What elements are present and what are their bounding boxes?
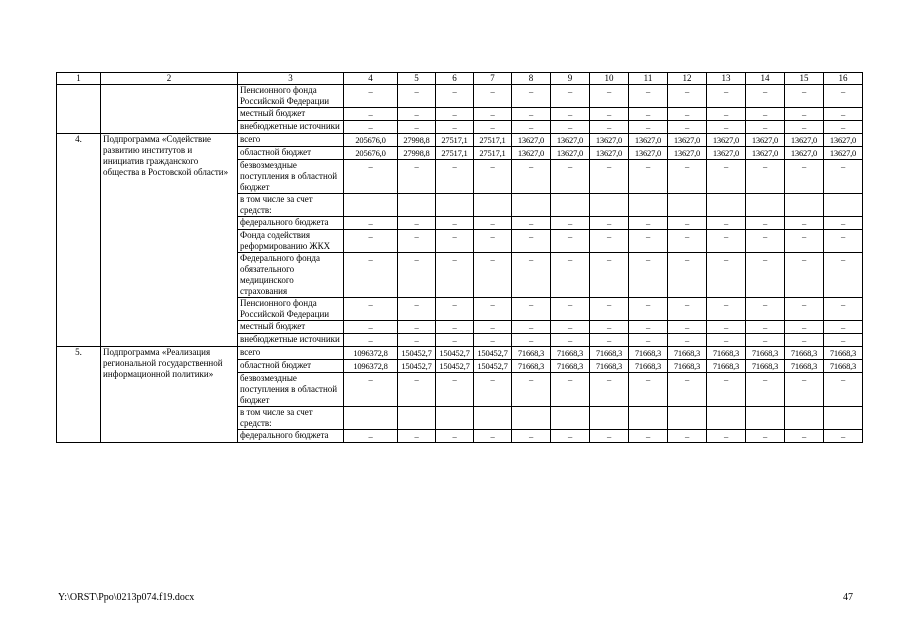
value-cell: –: [824, 108, 863, 121]
value-cell: [785, 407, 824, 430]
value-cell: –: [746, 321, 785, 334]
value-cell: –: [629, 160, 668, 194]
value-cell: –: [707, 108, 746, 121]
value-cell: –: [746, 230, 785, 253]
value-cell: –: [436, 121, 474, 134]
value-cell: –: [512, 121, 551, 134]
value-cell: –: [746, 217, 785, 230]
value-cell: –: [746, 334, 785, 347]
value-cell: [590, 407, 629, 430]
value-cell: –: [474, 430, 512, 443]
value-cell: –: [746, 430, 785, 443]
value-cell: –: [474, 230, 512, 253]
value-cell: –: [590, 334, 629, 347]
value-cell: –: [668, 430, 707, 443]
value-cell: –: [629, 373, 668, 407]
value-cell: –: [824, 430, 863, 443]
value-cell: –: [746, 253, 785, 298]
value-cell: –: [707, 160, 746, 194]
value-cell: 27517,1: [436, 147, 474, 160]
value-cell: –: [344, 160, 398, 194]
funding-source-label: Пенсионного фонда Российской Федерации: [238, 85, 344, 108]
value-cell: –: [785, 430, 824, 443]
value-cell: 27517,1: [474, 134, 512, 147]
value-cell: –: [824, 85, 863, 108]
value-cell: 71668,3: [746, 347, 785, 360]
value-cell: –: [707, 85, 746, 108]
value-cell: 13627,0: [785, 147, 824, 160]
value-cell: –: [590, 108, 629, 121]
table-row: [57, 134, 863, 147]
funding-source-label: Федерального фонда обязательного медицинского страхования: [238, 253, 344, 298]
value-cell: –: [629, 217, 668, 230]
value-cell: –: [344, 373, 398, 407]
value-cell: 150452,7: [398, 360, 436, 373]
column-header: 6: [436, 73, 474, 85]
value-cell: 71668,3: [512, 360, 551, 373]
value-cell: –: [824, 217, 863, 230]
subprogram-name: Подпрограмма «Реализация региональной государственной информационной политики»: [101, 347, 238, 443]
value-cell: 71668,3: [785, 360, 824, 373]
value-cell: –: [824, 253, 863, 298]
value-cell: –: [436, 217, 474, 230]
value-cell: –: [474, 85, 512, 108]
value-cell: –: [398, 230, 436, 253]
value-cell: –: [824, 373, 863, 407]
column-header: 16: [824, 73, 863, 85]
value-cell: 150452,7: [398, 347, 436, 360]
value-cell: –: [551, 121, 590, 134]
value-cell: –: [668, 321, 707, 334]
value-cell: –: [746, 373, 785, 407]
value-cell: –: [551, 430, 590, 443]
subprogram-name: Подпрограмма «Содействие развитию институтов и инициатив гражданского общества в Ростовской области»: [101, 134, 238, 347]
value-cell: –: [344, 217, 398, 230]
value-cell: –: [824, 321, 863, 334]
value-cell: 205676,0: [344, 147, 398, 160]
value-cell: –: [344, 321, 398, 334]
value-cell: –: [512, 373, 551, 407]
page-number: 47: [843, 592, 853, 603]
value-cell: 13627,0: [824, 134, 863, 147]
value-cell: 13627,0: [668, 147, 707, 160]
value-cell: –: [629, 298, 668, 321]
value-cell: –: [344, 230, 398, 253]
value-cell: –: [344, 430, 398, 443]
value-cell: –: [551, 108, 590, 121]
value-cell: –: [590, 230, 629, 253]
value-cell: 71668,3: [746, 360, 785, 373]
value-cell: [668, 194, 707, 217]
value-cell: –: [512, 253, 551, 298]
value-cell: –: [344, 253, 398, 298]
value-cell: –: [398, 298, 436, 321]
value-cell: –: [436, 321, 474, 334]
value-cell: 71668,3: [629, 360, 668, 373]
funding-source-label: внебюджетные источники: [238, 334, 344, 347]
value-cell: –: [398, 253, 436, 298]
value-cell: [436, 194, 474, 217]
value-cell: –: [785, 298, 824, 321]
value-cell: –: [590, 298, 629, 321]
value-cell: –: [785, 334, 824, 347]
value-cell: –: [785, 321, 824, 334]
column-header: 10: [590, 73, 629, 85]
value-cell: 150452,7: [474, 347, 512, 360]
value-cell: –: [785, 85, 824, 108]
empty-index-cell: [57, 85, 101, 134]
value-cell: 13627,0: [551, 147, 590, 160]
value-cell: –: [398, 160, 436, 194]
value-cell: –: [785, 121, 824, 134]
funding-source-label: Пенсионного фонда Российской Федерации: [238, 298, 344, 321]
value-cell: –: [512, 160, 551, 194]
value-cell: [344, 407, 398, 430]
value-cell: [707, 194, 746, 217]
value-cell: –: [707, 373, 746, 407]
value-cell: 205676,0: [344, 134, 398, 147]
value-cell: 13627,0: [551, 134, 590, 147]
value-cell: [629, 407, 668, 430]
value-cell: –: [551, 298, 590, 321]
value-cell: 13627,0: [590, 147, 629, 160]
value-cell: –: [629, 230, 668, 253]
value-cell: –: [590, 373, 629, 407]
funding-source-label: Фонда содействия реформированию ЖКХ: [238, 230, 344, 253]
value-cell: 71668,3: [824, 347, 863, 360]
value-cell: –: [436, 85, 474, 108]
value-cell: –: [551, 217, 590, 230]
subprogram-index: 4.: [57, 134, 101, 347]
value-cell: –: [785, 373, 824, 407]
value-cell: –: [824, 230, 863, 253]
value-cell: –: [344, 108, 398, 121]
value-cell: 13627,0: [512, 147, 551, 160]
footer-file-path: Y:\ORST\Ppo\0213p074.f19.docx: [58, 592, 195, 603]
value-cell: [824, 194, 863, 217]
value-cell: 71668,3: [668, 347, 707, 360]
column-header: 3: [238, 73, 344, 85]
value-cell: –: [398, 430, 436, 443]
value-cell: [746, 407, 785, 430]
value-cell: –: [590, 217, 629, 230]
value-cell: –: [746, 298, 785, 321]
value-cell: –: [785, 160, 824, 194]
value-cell: –: [668, 253, 707, 298]
value-cell: –: [707, 253, 746, 298]
value-cell: –: [474, 373, 512, 407]
funding-source-label: областной бюджет: [238, 147, 344, 160]
column-header: 11: [629, 73, 668, 85]
funding-source-label: безвозмездные поступления в областной бюджет: [238, 160, 344, 194]
value-cell: –: [436, 253, 474, 298]
value-cell: 1096372,8: [344, 360, 398, 373]
value-cell: 13627,0: [746, 134, 785, 147]
funding-source-label: безвозмездные поступления в областной бюджет: [238, 373, 344, 407]
value-cell: –: [512, 230, 551, 253]
value-cell: –: [398, 108, 436, 121]
value-cell: [512, 407, 551, 430]
value-cell: 71668,3: [824, 360, 863, 373]
value-cell: –: [707, 217, 746, 230]
value-cell: [398, 194, 436, 217]
value-cell: [551, 194, 590, 217]
value-cell: [436, 407, 474, 430]
subprogram-index: 5.: [57, 347, 101, 443]
value-cell: –: [824, 121, 863, 134]
value-cell: –: [512, 108, 551, 121]
value-cell: –: [668, 298, 707, 321]
value-cell: 71668,3: [512, 347, 551, 360]
value-cell: 13627,0: [629, 134, 668, 147]
value-cell: –: [551, 253, 590, 298]
value-cell: [474, 407, 512, 430]
value-cell: 71668,3: [590, 360, 629, 373]
value-cell: –: [707, 121, 746, 134]
value-cell: –: [590, 430, 629, 443]
value-cell: –: [824, 160, 863, 194]
funding-source-label: местный бюджет: [238, 108, 344, 121]
value-cell: –: [629, 321, 668, 334]
value-cell: –: [707, 230, 746, 253]
value-cell: –: [707, 321, 746, 334]
value-cell: 71668,3: [668, 360, 707, 373]
value-cell: –: [474, 253, 512, 298]
budget-table: [56, 72, 863, 443]
value-cell: –: [512, 321, 551, 334]
value-cell: –: [551, 373, 590, 407]
column-header: 4: [344, 73, 398, 85]
funding-source-label: всего: [238, 134, 344, 147]
value-cell: –: [629, 430, 668, 443]
value-cell: –: [398, 373, 436, 407]
value-cell: –: [512, 298, 551, 321]
value-cell: –: [590, 121, 629, 134]
value-cell: –: [436, 430, 474, 443]
funding-source-label: в том числе за счет средств:: [238, 194, 344, 217]
value-cell: –: [590, 253, 629, 298]
value-cell: –: [436, 160, 474, 194]
value-cell: –: [551, 160, 590, 194]
value-cell: –: [785, 217, 824, 230]
value-cell: –: [668, 230, 707, 253]
value-cell: –: [436, 298, 474, 321]
value-cell: 71668,3: [707, 347, 746, 360]
value-cell: –: [398, 121, 436, 134]
value-cell: –: [436, 230, 474, 253]
value-cell: –: [707, 430, 746, 443]
value-cell: –: [474, 160, 512, 194]
value-cell: 1096372,8: [344, 347, 398, 360]
value-cell: –: [398, 85, 436, 108]
value-cell: –: [551, 85, 590, 108]
column-header: 5: [398, 73, 436, 85]
value-cell: –: [512, 334, 551, 347]
value-cell: [785, 194, 824, 217]
value-cell: –: [551, 230, 590, 253]
value-cell: –: [344, 334, 398, 347]
column-header: 1: [57, 73, 101, 85]
value-cell: –: [398, 217, 436, 230]
value-cell: 71668,3: [551, 360, 590, 373]
value-cell: –: [785, 230, 824, 253]
value-cell: –: [551, 334, 590, 347]
column-header: 9: [551, 73, 590, 85]
value-cell: –: [629, 253, 668, 298]
value-cell: –: [824, 334, 863, 347]
value-cell: 27517,1: [474, 147, 512, 160]
value-cell: 27517,1: [436, 134, 474, 147]
value-cell: –: [512, 85, 551, 108]
value-cell: 13627,0: [707, 147, 746, 160]
value-cell: –: [436, 108, 474, 121]
value-cell: [668, 407, 707, 430]
empty-name-cell: [101, 85, 238, 134]
value-cell: 71668,3: [590, 347, 629, 360]
value-cell: 150452,7: [436, 347, 474, 360]
funding-source-label: всего: [238, 347, 344, 360]
value-cell: –: [474, 334, 512, 347]
column-header: 13: [707, 73, 746, 85]
value-cell: –: [785, 253, 824, 298]
funding-source-label: внебюджетные источники: [238, 121, 344, 134]
value-cell: –: [824, 298, 863, 321]
value-cell: [398, 407, 436, 430]
value-cell: –: [398, 321, 436, 334]
column-header: 15: [785, 73, 824, 85]
funding-source-label: местный бюджет: [238, 321, 344, 334]
value-cell: 13627,0: [668, 134, 707, 147]
value-cell: –: [474, 121, 512, 134]
value-cell: [551, 407, 590, 430]
header-row: [57, 73, 863, 85]
column-header: 8: [512, 73, 551, 85]
value-cell: –: [746, 121, 785, 134]
funding-source-label: областной бюджет: [238, 360, 344, 373]
value-cell: –: [344, 85, 398, 108]
value-cell: –: [590, 85, 629, 108]
column-header: 12: [668, 73, 707, 85]
value-cell: 150452,7: [474, 360, 512, 373]
value-cell: 13627,0: [785, 134, 824, 147]
table-row: [57, 85, 863, 108]
value-cell: –: [668, 108, 707, 121]
column-header: 2: [101, 73, 238, 85]
value-cell: –: [668, 160, 707, 194]
funding-source-label: федерального бюджета: [238, 217, 344, 230]
value-cell: [474, 194, 512, 217]
value-cell: –: [746, 85, 785, 108]
value-cell: –: [474, 108, 512, 121]
value-cell: –: [746, 160, 785, 194]
value-cell: –: [344, 298, 398, 321]
value-cell: [512, 194, 551, 217]
value-cell: –: [707, 334, 746, 347]
value-cell: –: [668, 373, 707, 407]
value-cell: [707, 407, 746, 430]
funding-source-label: в том числе за счет средств:: [238, 407, 344, 430]
value-cell: 13627,0: [512, 134, 551, 147]
value-cell: –: [668, 334, 707, 347]
value-cell: [344, 194, 398, 217]
value-cell: –: [474, 217, 512, 230]
value-cell: 13627,0: [707, 134, 746, 147]
value-cell: 27998,8: [398, 147, 436, 160]
value-cell: –: [551, 321, 590, 334]
value-cell: 27998,8: [398, 134, 436, 147]
value-cell: –: [398, 334, 436, 347]
value-cell: –: [668, 121, 707, 134]
value-cell: –: [629, 121, 668, 134]
value-cell: –: [707, 298, 746, 321]
column-header: 14: [746, 73, 785, 85]
value-cell: [590, 194, 629, 217]
value-cell: –: [512, 217, 551, 230]
value-cell: –: [668, 85, 707, 108]
value-cell: –: [344, 121, 398, 134]
value-cell: 13627,0: [824, 147, 863, 160]
value-cell: 150452,7: [436, 360, 474, 373]
value-cell: [746, 194, 785, 217]
value-cell: –: [474, 298, 512, 321]
value-cell: –: [474, 321, 512, 334]
value-cell: 13627,0: [629, 147, 668, 160]
value-cell: [629, 194, 668, 217]
value-cell: –: [668, 217, 707, 230]
value-cell: –: [512, 430, 551, 443]
value-cell: 71668,3: [707, 360, 746, 373]
value-cell: 71668,3: [629, 347, 668, 360]
value-cell: –: [629, 334, 668, 347]
value-cell: 13627,0: [590, 134, 629, 147]
value-cell: –: [436, 373, 474, 407]
value-cell: 71668,3: [551, 347, 590, 360]
value-cell: –: [629, 108, 668, 121]
value-cell: 71668,3: [785, 347, 824, 360]
value-cell: –: [746, 108, 785, 121]
value-cell: 13627,0: [746, 147, 785, 160]
value-cell: –: [629, 85, 668, 108]
value-cell: [824, 407, 863, 430]
value-cell: –: [785, 108, 824, 121]
table-row: [57, 347, 863, 360]
funding-source-label: федерального бюджета: [238, 430, 344, 443]
value-cell: –: [590, 160, 629, 194]
value-cell: –: [590, 321, 629, 334]
column-header: 7: [474, 73, 512, 85]
value-cell: –: [436, 334, 474, 347]
